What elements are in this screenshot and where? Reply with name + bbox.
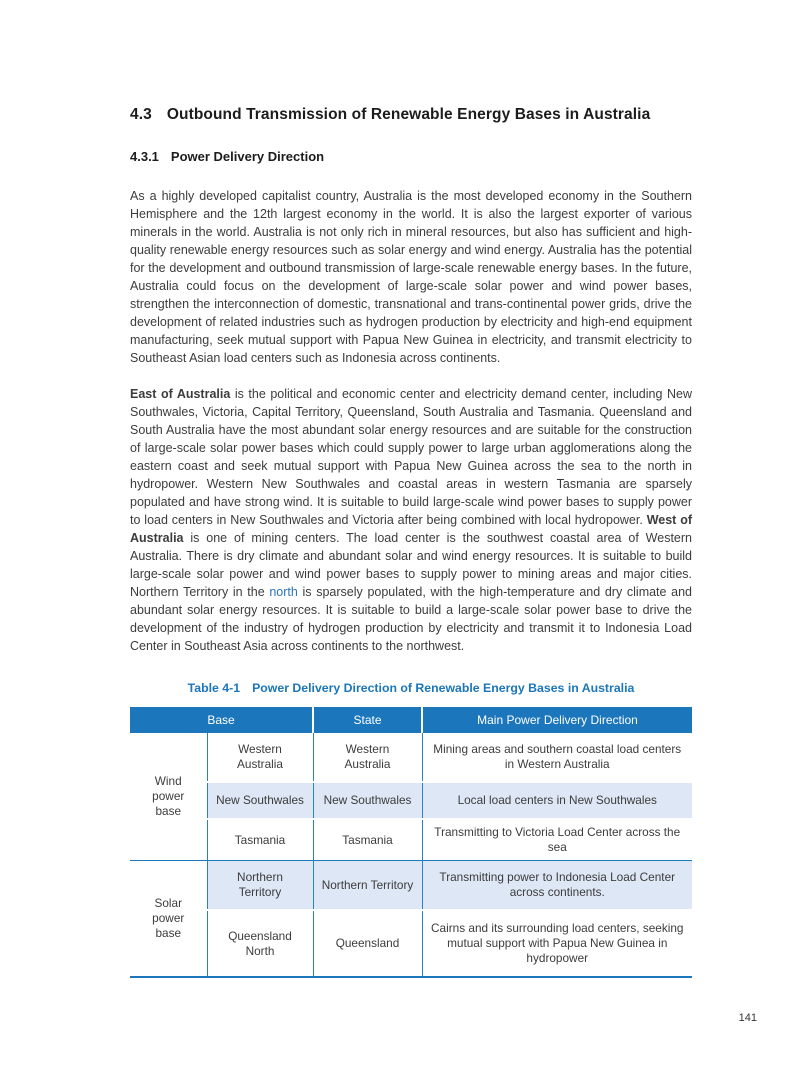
table-row — [130, 819, 692, 861]
cell-direction: Transmitting power to Indonesia Load Center across continents. — [422, 861, 692, 911]
table-header-row — [130, 707, 692, 733]
section-heading — [130, 106, 692, 124]
paragraph-1: As a highly developed capitalist country, Australia is the most developed economy in the Southern Hemisphere and the 12th largest economy in the world. It is also the largest exporter of various minerals in the world. Australia is not only rich in mineral resources, but also has sufficient and high-quality renewable energy resources such as solar energy and wind energy. Australia has the potential for the development and outbound transmission of large-scale renewable energy bases. In the future, Australia could focus on the development of large-scale solar power and wind power bases, strengthen the interconnection of domestic, transnational and trans-continental power grids, drive the development of related industries such as hydrogen production by electricity and high-end equipment manufacturing, seek mutual support with Papua New Guinea in electricity, and transmit electricity to Southeast Asian load centers such as Indonesia across continents. — [130, 189, 692, 365]
subsection-heading — [130, 149, 692, 164]
subsection-number: 4.3.1 — [130, 149, 159, 164]
section-number: 4.3 — [130, 106, 152, 123]
table-caption-title: Power Delivery Direction of Renewable Energy Bases in Australia — [252, 681, 635, 695]
cell-direction: Transmitting to Victoria Load Center across the sea — [422, 819, 692, 861]
cell-base: Tasmania — [207, 819, 313, 861]
cell-state: New Southwales — [313, 782, 422, 819]
cell-base: New Southwales — [207, 782, 313, 819]
east-of-australia-label: East of Australia — [130, 387, 231, 401]
cell-state: Western Australia — [313, 733, 422, 782]
group-label-wind: Wind power base — [130, 733, 207, 861]
west-of-australia-label: West of Australia — [130, 513, 692, 545]
header-state: State — [313, 707, 422, 733]
cell-state: Queensland — [313, 910, 422, 977]
cell-direction: Mining areas and southern coastal load centers in Western Australia — [422, 733, 692, 782]
cell-direction: Local load centers in New Southwales — [422, 782, 692, 819]
paragraph-2-run-1: is the political and economic center and electricity demand center, including New Southwales, Victoria, Capital Territory, Queensland, South Australia and Tasmania. Queensland and South Australia have the most abundant solar energy resources and are suitable for the construction of large-scale solar power bases which could supply power to large urban agglomerations along the eastern coast and seek mutual support with Papua New Guinea across the sea to the north in hydropower. Western New Southwales and coastal areas in western Tasmania are sparsely populated and have strong wind. It is suitable to build large-scale wind power bases to supply power to load centers in New Southwales and Victoria after being combined with local hydropower. — [130, 387, 692, 527]
table-row — [130, 910, 692, 977]
power-delivery-table — [130, 707, 692, 978]
cell-base: Northern Territory — [207, 861, 313, 911]
paragraph-2-run-3: is sparsely populated, with the high-temperature and dry climate and abundant solar energy resources. It is suitable to build a large-scale solar power base to drive the development of the industry of hydrogen production by electricity and transmit it to Indonesia Load Center in Southeast Asia across continents to the northwest. — [130, 585, 693, 653]
subsection-title: Power Delivery Direction — [170, 149, 325, 164]
cell-base: Queensland North — [207, 910, 313, 977]
paragraph-2 — [130, 385, 692, 655]
header-direction: Main Power Delivery Direction — [422, 707, 692, 733]
cell-direction: Cairns and its surrounding load centers, seeking mutual support with Papua New Guinea in hydropower — [422, 910, 692, 977]
table-row — [130, 733, 692, 782]
cell-state: Northern Territory — [313, 861, 422, 911]
section-title: Outbound Transmission of Renewable Energy Bases in Australia — [166, 106, 651, 123]
paragraph-2-run-2: is one of mining centers. The load center is the southwest coastal area of Western Australia. There is dry climate and abundant solar and wind energy resources. It is suitable to build large-scale solar power and wind power bases to supply power to mining areas and major cities. Northern Territory in the — [130, 531, 692, 599]
table-row — [130, 861, 692, 911]
document-page — [130, 106, 692, 978]
north-link[interactable]: north — [269, 585, 298, 599]
table-caption — [130, 681, 692, 695]
table-caption-label: Table 4-1 — [187, 681, 241, 695]
header-base: Base — [130, 707, 313, 733]
cell-state: Tasmania — [313, 819, 422, 861]
page-number: 141 — [738, 1012, 757, 1024]
table-row — [130, 782, 692, 819]
cell-base: Western Australia — [207, 733, 313, 782]
group-label-solar: Solar power base — [130, 861, 207, 978]
